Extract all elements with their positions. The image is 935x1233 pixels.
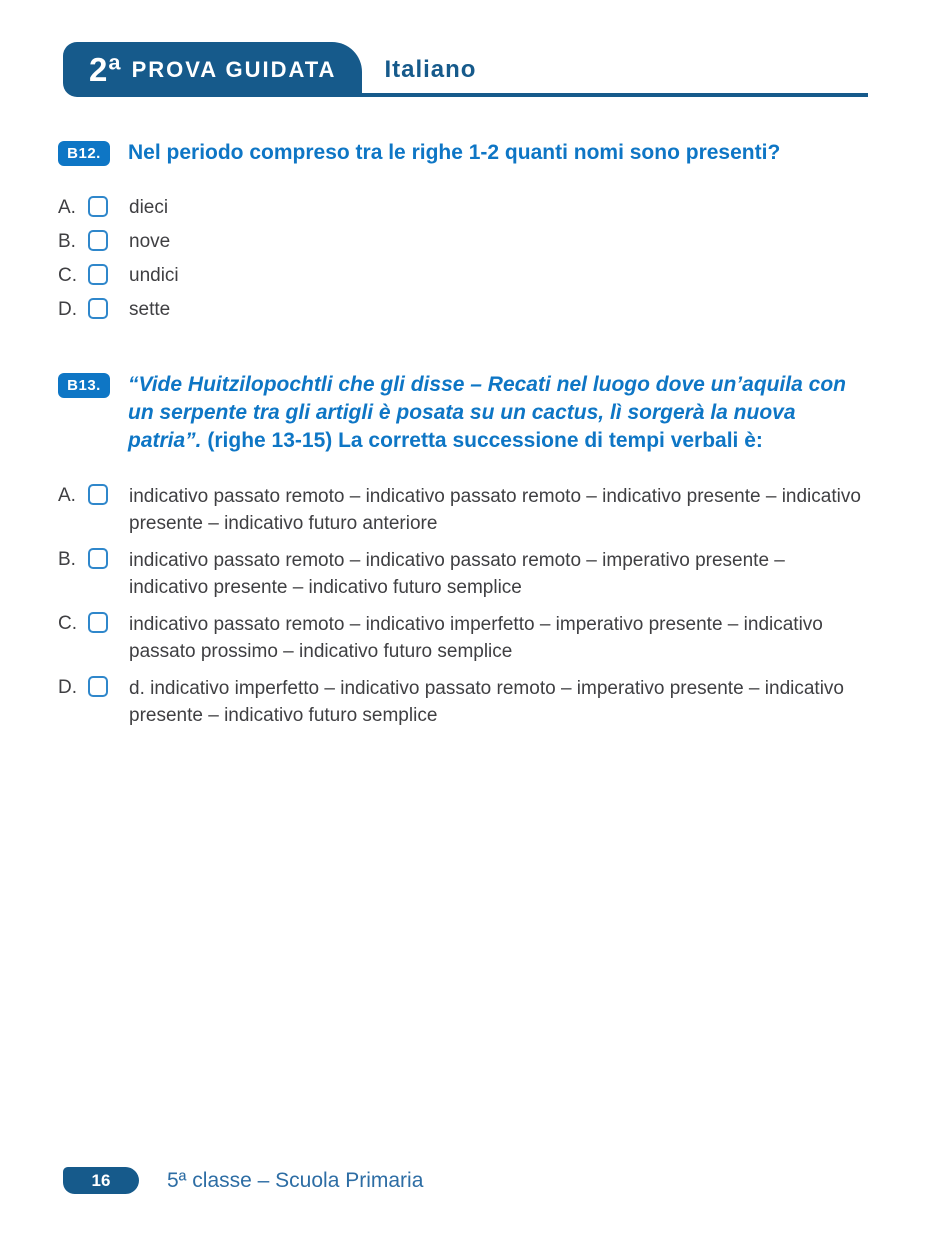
footer-label: 5ª classe – Scuola Primaria xyxy=(167,1168,424,1192)
answer-checkbox[interactable] xyxy=(88,196,108,217)
option-text: indicativo passato remoto – indicativo imperfetto – imperativo presente – indicativo passato prossimo – indicativo futuro semplice xyxy=(129,614,823,662)
option-text: nove xyxy=(129,231,171,252)
option-row-c xyxy=(58,611,873,665)
header-rule xyxy=(362,56,868,97)
answer-checkbox[interactable] xyxy=(88,264,108,285)
question-b12-options xyxy=(58,195,873,323)
subject-label: Italiano xyxy=(384,56,477,83)
prova-label: PROVA GUIDATA xyxy=(131,56,337,82)
option-row-a xyxy=(58,483,873,537)
option-row-b xyxy=(58,547,873,601)
footer xyxy=(63,1167,423,1194)
option-letter: B. xyxy=(58,549,76,570)
question-b12-text: Nel periodo compreso tra le righe 1-2 quanti nomi sono presenti? xyxy=(128,141,781,164)
question-b12 xyxy=(58,139,873,323)
option-text: sette xyxy=(129,299,171,320)
header xyxy=(63,0,868,97)
question-b13 xyxy=(58,371,873,729)
option-row-b xyxy=(58,229,873,255)
answer-checkbox[interactable] xyxy=(88,484,108,505)
prova-guidata-badge xyxy=(63,42,362,97)
option-row-d xyxy=(58,297,873,323)
option-text: dieci xyxy=(129,197,169,218)
option-letter: D. xyxy=(58,299,77,320)
option-letter: A. xyxy=(58,197,76,218)
answer-checkbox[interactable] xyxy=(88,612,108,633)
option-text: undici xyxy=(129,265,179,286)
option-text: indicativo passato remoto – indicativo passato remoto – imperativo presente – indicativo presente – indicativo futuro semplice xyxy=(129,550,785,598)
option-letter: A. xyxy=(58,485,76,506)
option-text: d. indicativo imperfetto – indicativo passato remoto – imperativo presente – indicativo presente – indicativo futuro semplice xyxy=(129,678,844,726)
prova-number: 2ª xyxy=(89,50,122,88)
question-b13-tail: (righe 13-15) La corretta successione di tempi verbali è: xyxy=(201,429,763,452)
option-letter: C. xyxy=(58,265,77,286)
answer-checkbox[interactable] xyxy=(88,548,108,569)
option-row-a xyxy=(58,195,873,221)
option-text: indicativo passato remoto – indicativo passato remoto – indicativo presente – indicativo presente – indicativo futuro anteriore xyxy=(129,486,861,534)
question-b13-heading xyxy=(58,371,873,455)
answer-checkbox[interactable] xyxy=(88,676,108,697)
question-b13-options xyxy=(58,483,873,729)
option-letter: D. xyxy=(58,677,77,698)
option-row-c xyxy=(58,263,873,289)
question-b13-number-badge: B13. xyxy=(58,373,110,398)
answer-checkbox[interactable] xyxy=(88,298,108,319)
option-letter: B. xyxy=(58,231,76,252)
question-b13-quote: “Vide Huitzilopochtli che gli disse – Recati nel luogo dove un’aquila con un serpente tra gli artigli è posata su un cactus, lì sorgerà la nuova patria”. xyxy=(128,373,846,452)
page-number-badge: 16 xyxy=(63,1167,139,1194)
question-b13-text xyxy=(128,371,873,455)
option-row-d xyxy=(58,675,873,729)
question-b12-heading xyxy=(58,139,873,167)
option-letter: C. xyxy=(58,613,77,634)
answer-checkbox[interactable] xyxy=(88,230,108,251)
question-b12-number-badge: B12. xyxy=(58,141,110,166)
